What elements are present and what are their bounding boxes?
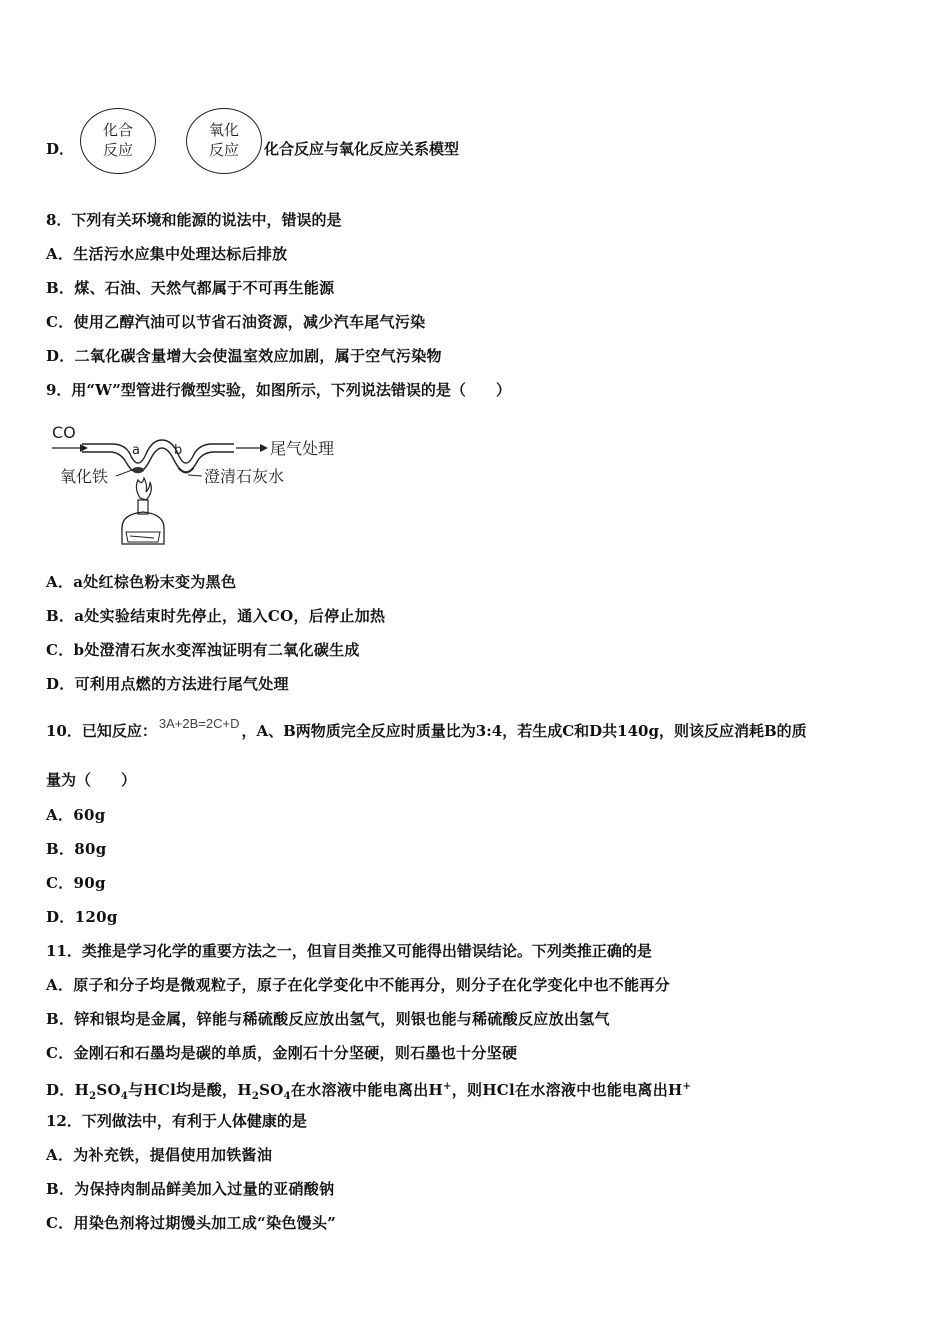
q12-option-a: A．为补充铁，提倡使用加铁酱油 — [46, 1146, 273, 1164]
q12-stem: 12．下列做法中，有利于人体健康的是 — [46, 1112, 307, 1130]
q7-option-d-label: D． — [46, 140, 75, 158]
q11-stem: 11．类推是学习化学的重要方法之一，但盲目类推又可能得出错误结论。下列类推正确的是 — [46, 942, 652, 960]
q10-stem-continued: 量为（ ） — [46, 771, 137, 789]
tail-gas-label: 尾气处理 — [270, 439, 335, 458]
q9-option-a: A．a处红棕色粉末变为黑色 — [46, 573, 237, 591]
q9-option-b: B．a处实验结束时先停止，通入CO，后停止加热 — [46, 607, 386, 625]
limewater-label: 澄清石灰水 — [204, 467, 285, 486]
q9-option-d: D．可利用点燃的方法进行尾气处理 — [46, 675, 289, 693]
point-a-label: a — [132, 443, 140, 458]
q10-option-b: B．80g — [46, 840, 107, 858]
q9-option-c: C．b处澄清石灰水变浑浊证明有二氧化碳生成 — [46, 641, 360, 659]
iron-oxide-label: 氧化铁 — [60, 467, 109, 486]
w-tube-apparatus-diagram — [50, 420, 350, 550]
iron-oxide-leader — [116, 470, 132, 476]
oxidation-reaction-circle: 氧化 反应 — [186, 108, 262, 174]
point-b-label: b — [174, 443, 183, 458]
flame-icon — [136, 478, 151, 500]
iron-oxide-powder — [132, 467, 144, 473]
q11-option-c: C．金刚石和石墨均是碳的单质，金刚石十分坚硬，则石墨也十分坚硬 — [46, 1044, 518, 1062]
q11-option-b: B．锌和银均是金属，锌能与稀硫酸反应放出氢气，则银也能与稀硫酸反应放出氢气 — [46, 1010, 610, 1028]
q12-option-c: C．用染色剂将过期馒头加工成“染色馒头” — [46, 1214, 337, 1232]
compound-reaction-circle: 化合 反应 — [80, 108, 156, 174]
q10-stem: 10．已知反应： 3A+2B=2C+D ，A、B两物质完全反应时质量比为3:4，若生成C和D共140g，则该反应消耗B的质 — [46, 716, 807, 740]
inlet-arrowhead — [80, 444, 88, 452]
q10-option-d: D．120g — [46, 908, 118, 926]
q9-stem: 9．用“W”型管进行微型实验，如图所示，下列说法错误的是（ ） — [46, 381, 511, 399]
q8-option-c: C．使用乙醇汽油可以节省石油资源，减少汽车尾气污染 — [46, 313, 426, 331]
q8-option-d: D．二氧化碳含量增大会使温室效应加剧，属于空气污染物 — [46, 347, 442, 365]
q8-option-b: B．煤、石油、天然气都属于不可再生能源 — [46, 279, 335, 297]
q12-option-b: B．为保持肉制品鲜美加入过量的亚硝酸钠 — [46, 1180, 335, 1198]
limewater-leader — [188, 475, 202, 476]
outlet-arrowhead — [260, 444, 268, 452]
q8-option-a: A．生活污水应集中处理达标后排放 — [46, 245, 288, 263]
lamp-liquid-line — [130, 536, 154, 538]
alcohol-lamp-body — [122, 512, 164, 544]
q10-option-a: A．60g — [46, 806, 106, 824]
q8-stem: 8．下列有关环境和能源的说法中，错误的是 — [46, 211, 342, 229]
q7-option-d-caption: 化合反应与氧化反应关系模型 — [264, 140, 460, 158]
q11-option-a: A．原子和分子均是微观粒子，原子在化学变化中不能再分，则分子在化学变化中也不能再分 — [46, 976, 670, 994]
q11-option-d: D．$H_2SO_4$与HCl均是酸，$H_2SO_4$在水溶液中能电离出H+，则HCl在水溶液中也能电离出H+ — [46, 1081, 692, 1102]
q10-option-c: C．90g — [46, 874, 106, 892]
reaction-equation: 3A+2B=2C+D — [158, 716, 240, 731]
co-label: CO — [52, 423, 76, 442]
